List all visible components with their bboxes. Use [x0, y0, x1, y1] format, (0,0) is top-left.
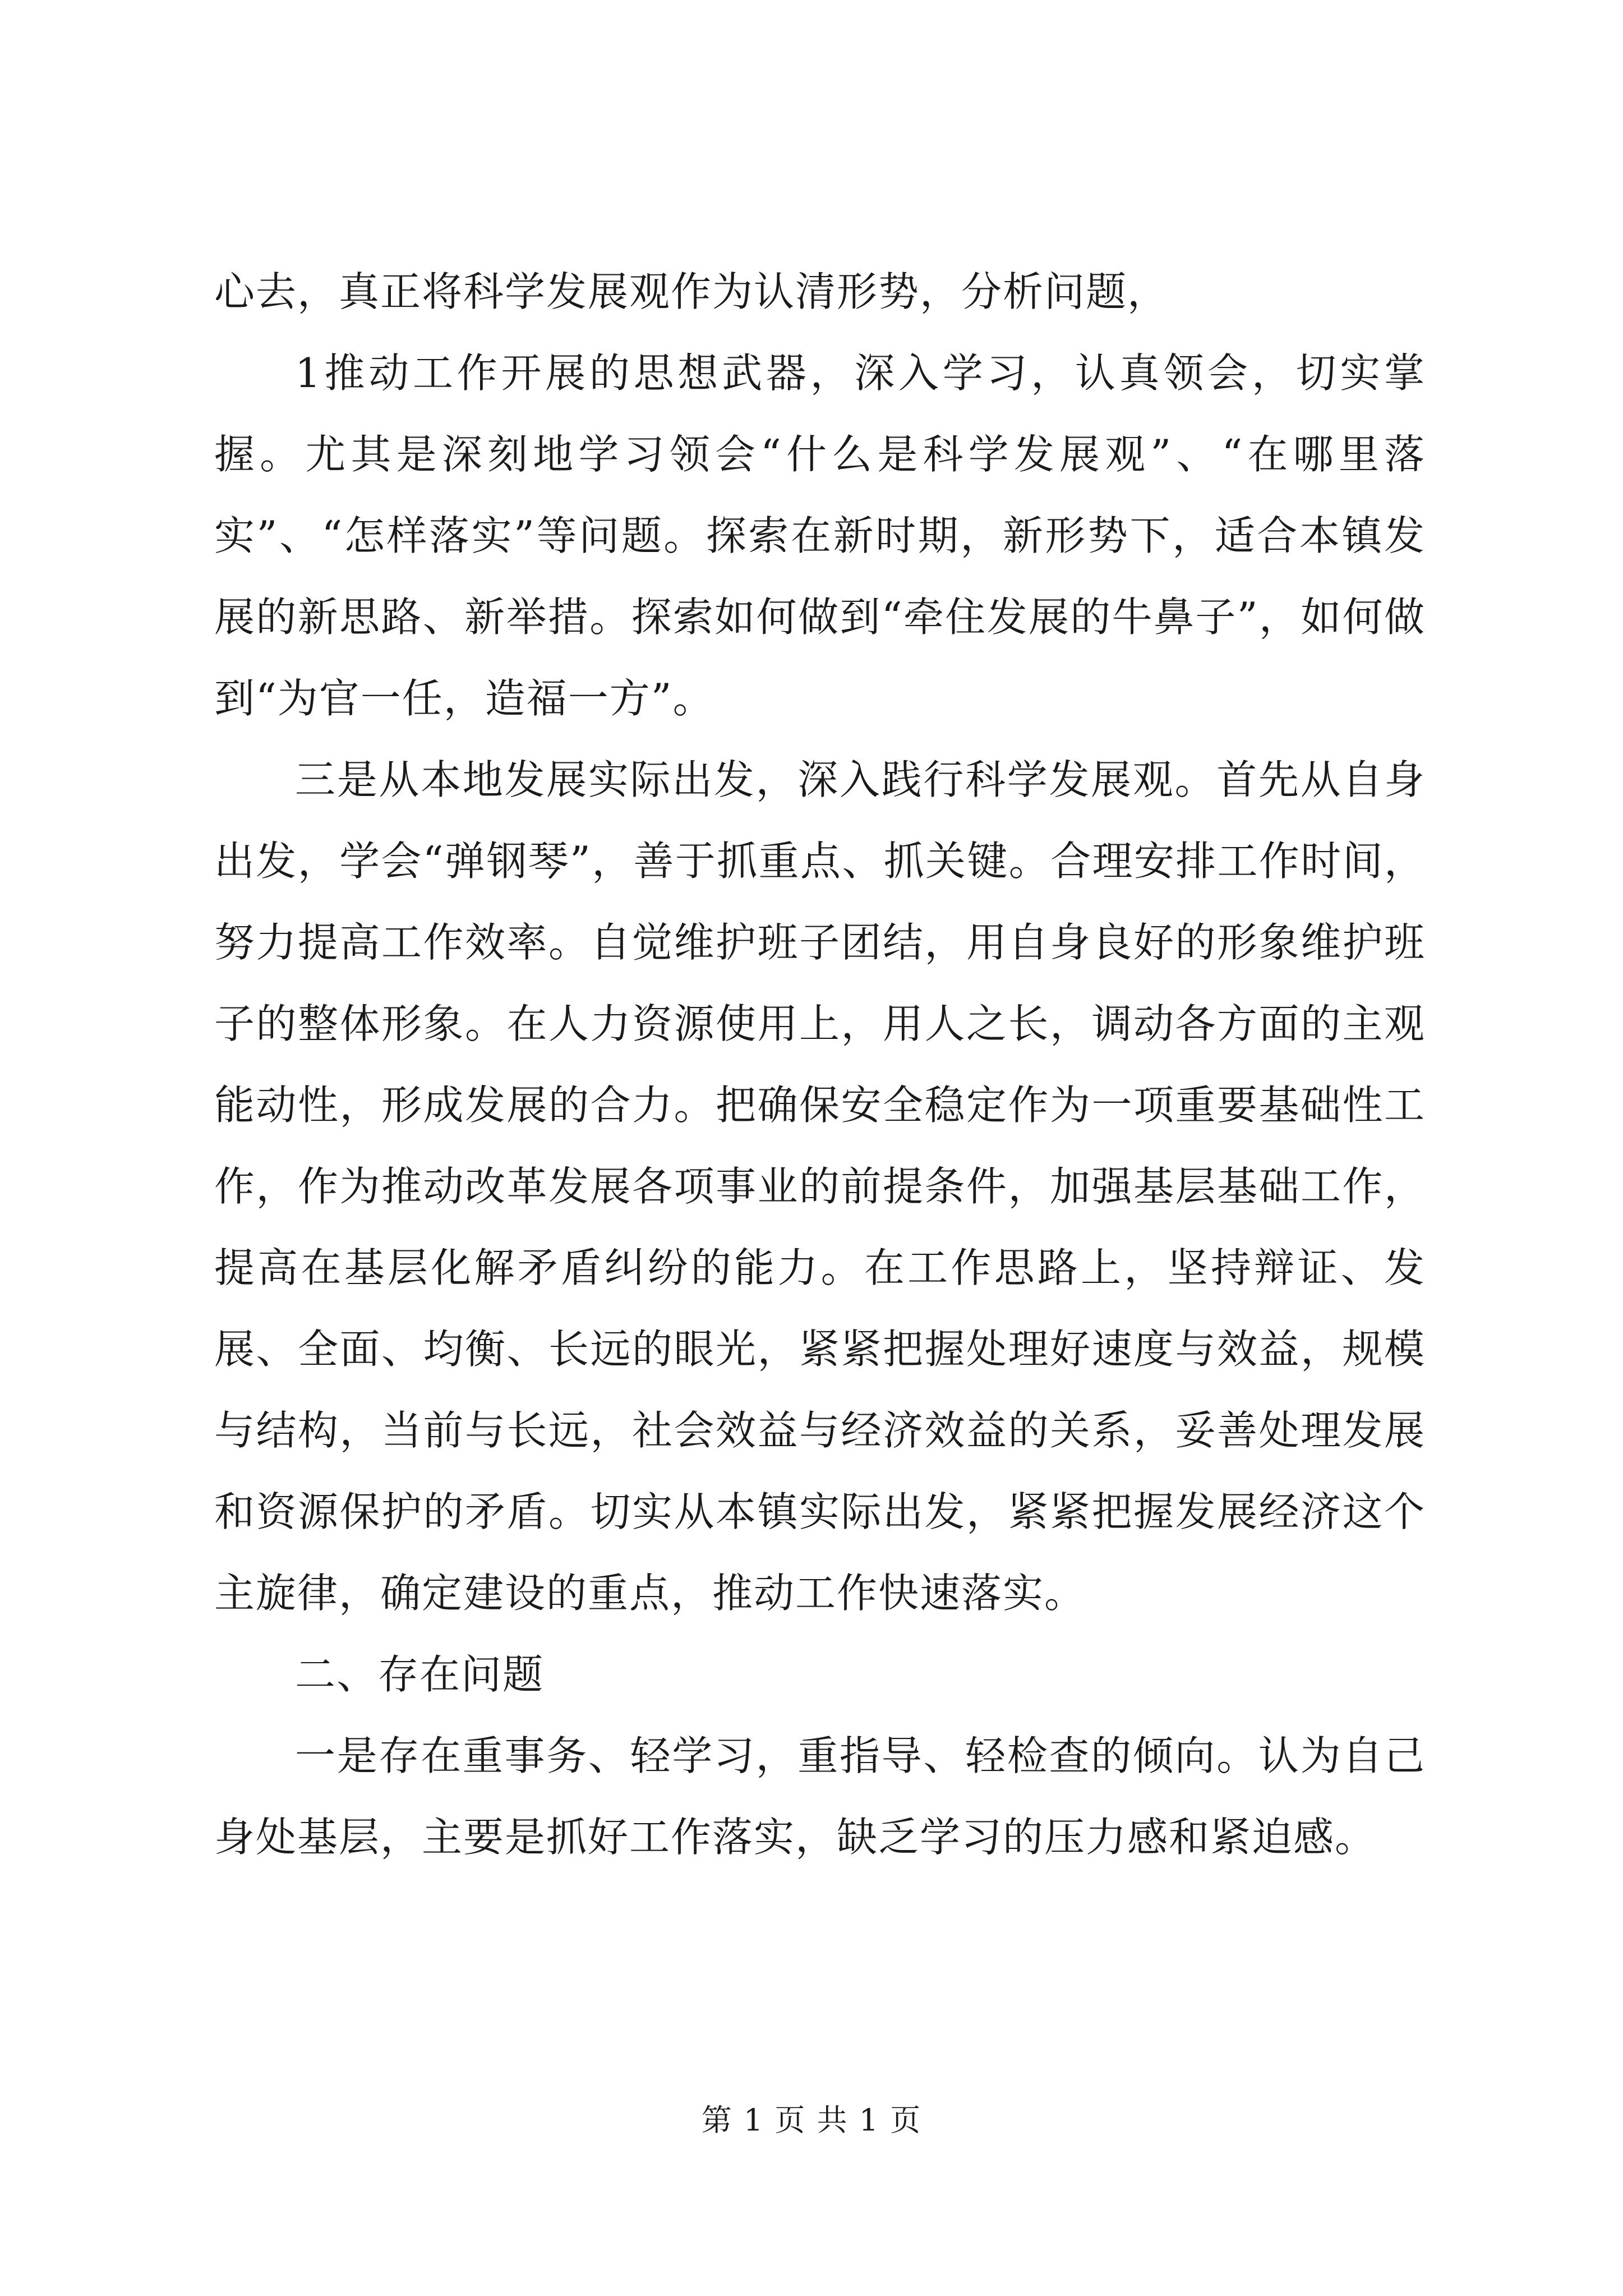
paragraph-1: 心去，真正将科学发展观作为认清形势，分析问题，	[214, 268, 1169, 315]
page-footer: 第 1 页 共 1 页	[701, 2102, 922, 2138]
paragraph-5: 一是存在重事务、轻学习，重指导、轻检查的倾向。认为自己身处基层，主要是抓好工作落实，缺乏学习的压力感和紧迫感。	[214, 1732, 1426, 1861]
paragraph-3: 三是从本地发展实际出发，深入践行科学发展观。首先从自身出发，学会“弹钢琴”，善于抓重点、抓关键。合理安排工作时间，努力提高工作效率。自觉维护班子团结，用自身良好的形象维护班子的整体形象。在人力资源使用上，用人之长，调动各方面的主观能动性，形成发展的合力。把确保安全稳定作为一项重要基础性工作，作为推动改革发展各项事业的前提条件，加强基层基础工作，提高在基层化解矛盾纠纷的能力。在工作思路上，坚持辩证、发展、全面、均衡、长远的眼光，紧紧把握处理好速度与效益，规模与结构，当前与长远，社会效益与经济效益的关系，妥善处理发展和资源保护的矛盾。切实从本镇实际出发，紧紧把握发展经济这个主旋律，确定建设的重点，推动工作快速落实。	[214, 756, 1426, 1617]
paragraph-2: 1推动工作开展的思想武器，深入学习，认真领会，切实掌握。尤其是深刻地学习领会“什么是科学发展观”、“在哪里落实”、“怎样落实”等问题。探索在新时期，新形势下，适合本镇发展的新思路、新举措。探索如何做到“牵住发展的牛鼻子”，如何做到“为官一任，造福一方”。	[214, 349, 1426, 722]
body-text	[214, 251, 1426, 1878]
section-heading-problems: 二、存在问题	[295, 1651, 545, 1698]
